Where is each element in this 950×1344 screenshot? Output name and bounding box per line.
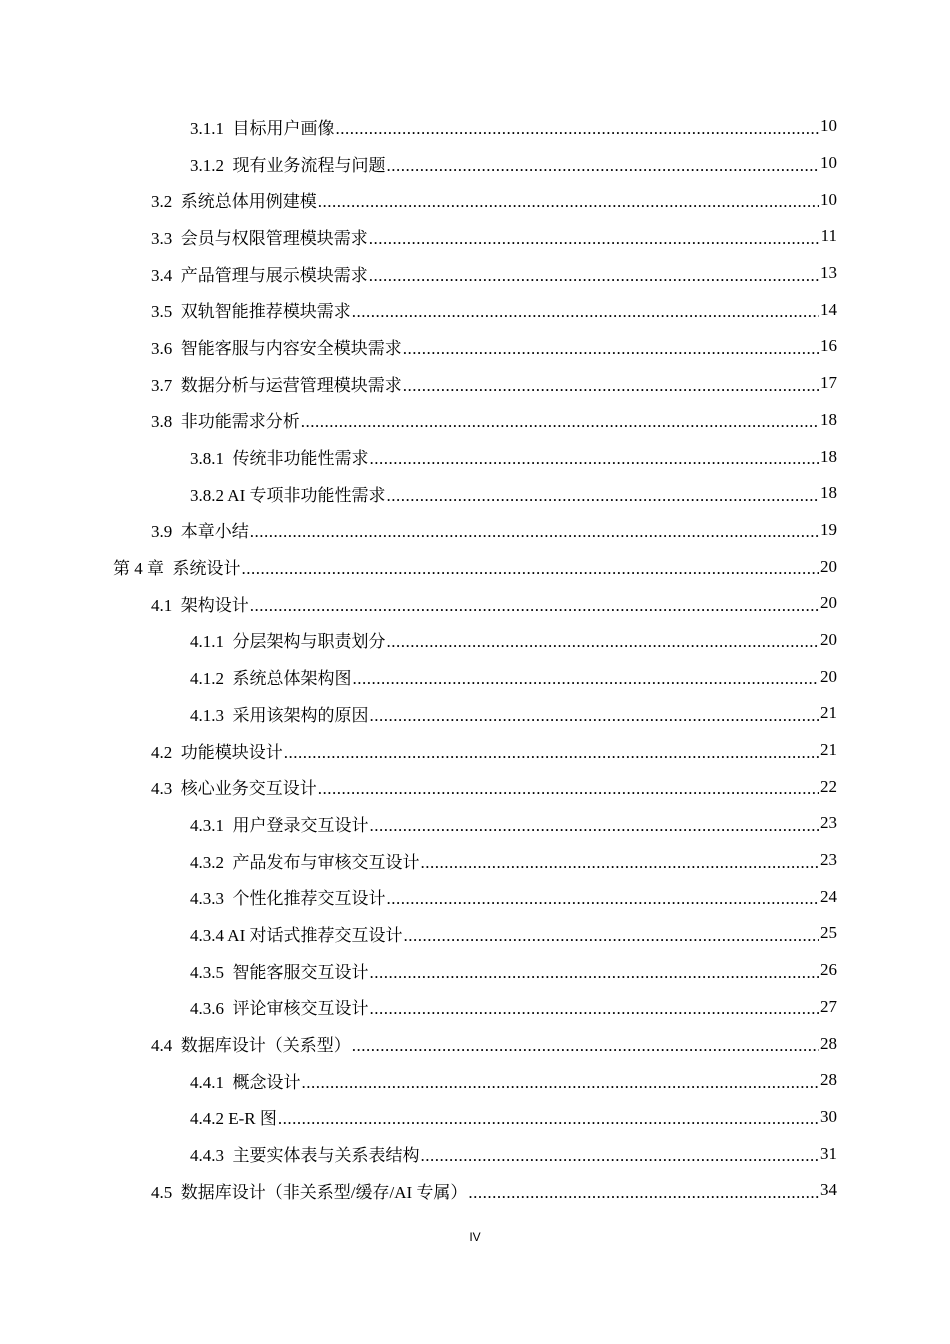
toc-leader-dots: [352, 303, 819, 320]
toc-entry-page: 28: [820, 1033, 837, 1053]
toc-entry[interactable]: [0, 1172, 950, 1209]
toc-entry-page: 31: [820, 1143, 837, 1163]
toc-entry[interactable]: [0, 768, 950, 805]
toc-entry[interactable]: [0, 952, 950, 989]
toc-entry[interactable]: [0, 328, 950, 365]
toc-entry-label: 3.8.2 AI 专项非功能性需求: [190, 485, 386, 505]
toc-leader-dots: [421, 854, 820, 871]
toc-entry[interactable]: [0, 255, 950, 292]
toc-entry[interactable]: [0, 622, 950, 659]
toc-leader-dots: [278, 1110, 819, 1127]
toc-entry-label: 4.4 数据库设计（关系型）: [151, 1036, 351, 1056]
toc-entry[interactable]: [0, 475, 950, 512]
toc-entry-page: 17: [820, 373, 837, 393]
toc-entry-page: 28: [820, 1070, 837, 1090]
toc-entry-label: 4.3.1 用户登录交互设计: [190, 815, 369, 835]
toc-entry-page: 21: [820, 740, 837, 760]
toc-entry-label: 3.2 系统总体用例建模: [151, 192, 317, 212]
toc-entry[interactable]: [0, 585, 950, 622]
toc-entry-page: 34: [820, 1180, 837, 1200]
toc-entry-label: 4.2 功能模块设计: [151, 742, 283, 762]
toc-entry-label: 3.1.1 目标用户画像: [190, 118, 335, 138]
toc-entry[interactable]: [0, 1135, 950, 1172]
toc-entry-page: 13: [820, 263, 837, 283]
toc-entry-label: 3.9 本章小结: [151, 522, 249, 542]
toc-leader-dots: [242, 560, 820, 577]
toc-leader-dots: [421, 1147, 820, 1164]
toc-entry[interactable]: [0, 145, 950, 182]
toc-leader-dots: [387, 890, 820, 907]
toc-entry-label: 3.1.2 现有业务流程与问题: [190, 155, 386, 175]
toc-leader-dots: [336, 120, 820, 137]
toc-leader-dots: [369, 230, 820, 247]
toc-leader-dots: [370, 1000, 820, 1017]
toc-entry[interactable]: [0, 695, 950, 732]
toc-entry-page: 18: [820, 483, 837, 503]
toc-leader-dots: [318, 193, 819, 210]
toc-entry-page: 20: [820, 556, 837, 576]
toc-entry[interactable]: [0, 1062, 950, 1099]
toc-entry-label: 4.3.6 评论审核交互设计: [190, 999, 369, 1019]
toc-entry[interactable]: [0, 915, 950, 952]
toc-entry[interactable]: [0, 548, 950, 585]
toc-entry[interactable]: [0, 842, 950, 879]
toc-entry-label: 4.5 数据库设计（非关系型/缓存/AI 专属）: [151, 1182, 468, 1202]
toc-entry[interactable]: [0, 438, 950, 475]
toc-entry-page: 19: [820, 519, 837, 539]
toc-leader-dots: [404, 927, 820, 944]
toc-entry-label: 4.3 核心业务交互设计: [151, 779, 317, 799]
toc-entry[interactable]: [0, 805, 950, 842]
toc-leader-dots: [353, 670, 820, 687]
toc-entry-page: 21: [820, 703, 837, 723]
toc-entry[interactable]: [0, 989, 950, 1026]
page-number: IV: [469, 1230, 481, 1244]
toc-leader-dots: [370, 450, 820, 467]
toc-entry-page: 30: [820, 1106, 837, 1126]
toc-entry-page: 25: [820, 923, 837, 943]
toc-entry-page: 27: [820, 996, 837, 1016]
toc-leader-dots: [387, 487, 820, 504]
toc-entry[interactable]: [0, 291, 950, 328]
toc-entry[interactable]: [0, 1099, 950, 1136]
toc-leader-dots: [250, 597, 819, 614]
toc-entry-label: 3.5 双轨智能推荐模块需求: [151, 302, 351, 322]
toc-leader-dots: [387, 157, 820, 174]
toc-entry[interactable]: [0, 1025, 950, 1062]
toc-leader-dots: [370, 817, 820, 834]
toc-entry-page: 16: [820, 336, 837, 356]
toc-entry-page: 20: [820, 593, 837, 613]
toc-leader-dots: [250, 523, 819, 540]
toc-entry-page: 26: [820, 960, 837, 980]
toc-entry-label: 3.8 非功能需求分析: [151, 412, 300, 432]
toc-entry-label: 3.4 产品管理与展示模块需求: [151, 265, 368, 285]
toc-entry-label: 第 4 章 系统设计: [113, 559, 241, 579]
toc-entry[interactable]: [0, 512, 950, 549]
toc-leader-dots: [403, 340, 819, 357]
toc-entry-label: 4.4.2 E-R 图: [190, 1109, 277, 1129]
toc-entry-page: 24: [820, 886, 837, 906]
toc-entry-page: 18: [820, 409, 837, 429]
toc-leader-dots: [302, 1074, 820, 1091]
toc-entry-label: 4.3.4 AI 对话式推荐交互设计: [190, 925, 403, 945]
toc-entry-page: 11: [820, 226, 837, 246]
toc-entry[interactable]: [0, 402, 950, 439]
toc-entry-page: 18: [820, 446, 837, 466]
toc-entry-label: 4.1 架构设计: [151, 595, 249, 615]
toc-leader-dots: [468, 1184, 819, 1201]
toc-entry-label: 4.3.3 个性化推荐交互设计: [190, 889, 386, 909]
table-of-contents: [0, 108, 950, 1209]
toc-entry-label: 4.1.2 系统总体架构图: [190, 669, 352, 689]
toc-entry[interactable]: [0, 218, 950, 255]
toc-entry-label: 4.1.1 分层架构与职责划分: [190, 632, 386, 652]
toc-entry-page: 10: [820, 189, 837, 209]
toc-leader-dots: [403, 377, 819, 394]
toc-entry[interactable]: [0, 365, 950, 402]
toc-entry-page: 20: [820, 629, 837, 649]
toc-entry[interactable]: [0, 878, 950, 915]
toc-entry-page: 10: [820, 116, 837, 136]
toc-leader-dots: [318, 780, 819, 797]
toc-leader-dots: [352, 1037, 819, 1054]
toc-entry-label: 3.6 智能客服与内容安全模块需求: [151, 338, 402, 358]
toc-entry-label: 4.3.2 产品发布与审核交互设计: [190, 852, 420, 872]
toc-entry[interactable]: [0, 181, 950, 218]
toc-entry-label: 4.4.3 主要实体表与关系表结构: [190, 1146, 420, 1166]
toc-entry-page: 23: [820, 850, 837, 870]
toc-leader-dots: [369, 267, 819, 284]
toc-entry-page: 10: [820, 153, 837, 173]
toc-entry-page: 20: [820, 666, 837, 686]
toc-entry[interactable]: [0, 732, 950, 769]
toc-leader-dots: [284, 744, 819, 761]
toc-entry-label: 4.3.5 智能客服交互设计: [190, 962, 369, 982]
toc-entry-label: 4.4.1 概念设计: [190, 1072, 301, 1092]
toc-entry-page: 22: [820, 776, 837, 796]
toc-leader-dots: [301, 413, 819, 430]
toc-leader-dots: [370, 707, 820, 724]
toc-entry-page: 14: [820, 299, 837, 319]
toc-leader-dots: [387, 633, 820, 650]
toc-leader-dots: [370, 964, 820, 981]
toc-entry-label: 3.8.1 传统非功能性需求: [190, 449, 369, 469]
toc-entry[interactable]: [0, 108, 950, 145]
toc-entry[interactable]: [0, 658, 950, 695]
toc-entry-label: 4.1.3 采用该架构的原因: [190, 705, 369, 725]
toc-entry-label: 3.3 会员与权限管理模块需求: [151, 228, 368, 248]
toc-entry-page: 23: [820, 813, 837, 833]
toc-entry-label: 3.7 数据分析与运营管理模块需求: [151, 375, 402, 395]
